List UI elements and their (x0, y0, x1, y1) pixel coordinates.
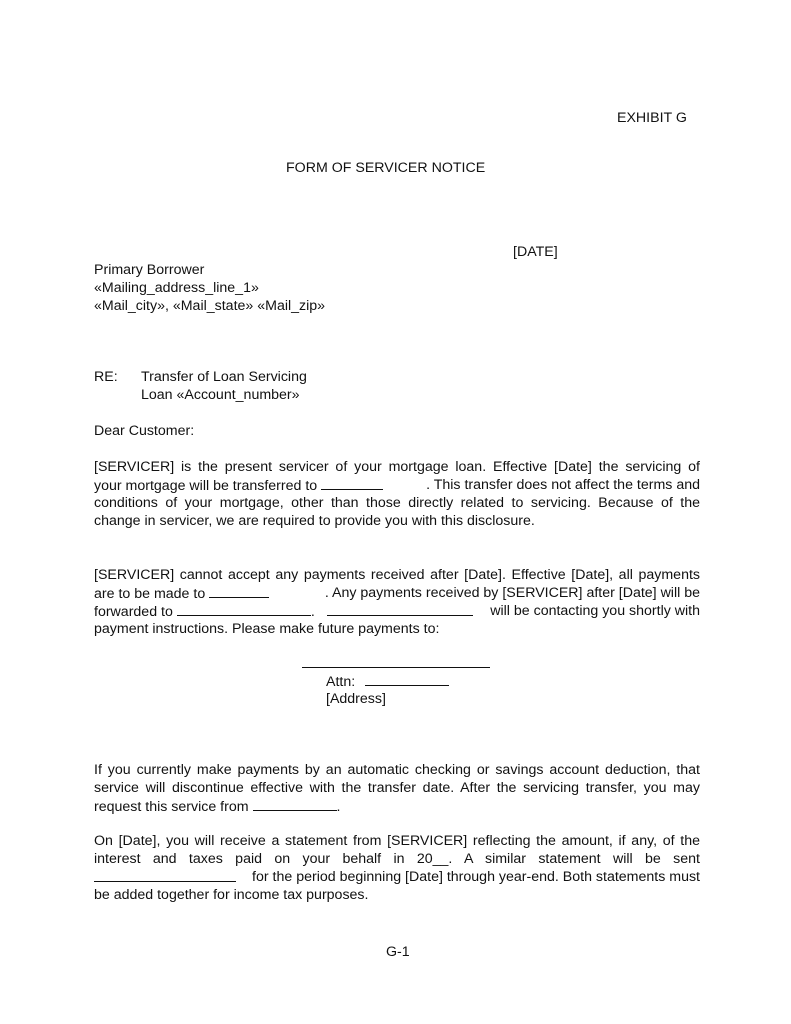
p3-line-1: If you currently make payments by an automatic checking or savings account deduction, that (94, 762, 700, 778)
payee-blank (209, 585, 269, 598)
payee-name-blank (302, 655, 490, 668)
p2-line-4: payment instructions. Please make future payments to: (94, 621, 440, 637)
salutation: Dear Customer: (94, 423, 195, 439)
contact-servicer-blank (327, 603, 473, 616)
attn-line: Attn: (326, 673, 449, 690)
document-title: FORM OF SERVICER NOTICE (286, 160, 486, 176)
address-line-3: «Mail_city», «Mail_state» «Mail_zip» (94, 298, 326, 314)
re-line-1: Transfer of Loan Servicing (141, 369, 307, 385)
p1-line-4: change in servicer, we are required to provide you with this disclosure. (94, 513, 535, 529)
p1-line-1: [SERVICER] is the present servicer of your mortgage loan. Effective [Date] the servicing of (94, 459, 700, 475)
p4-line-2: interest and taxes paid on your behalf in 20__. A similar statement will be sent (94, 851, 700, 867)
forward-to-blank (177, 603, 311, 616)
service-provider-blank (253, 798, 337, 811)
p3-line-2: service will discontinue effective with the transfer date. After the servicing transfer, you may (94, 780, 700, 796)
p2-line-1: [SERVICER] cannot accept any payments received after [Date]. Effective [Date], all payments (94, 567, 700, 583)
address-line-1: Primary Borrower (94, 262, 205, 278)
exhibit-label: EXHIBIT G (617, 110, 687, 126)
attn-blank (365, 673, 449, 686)
transferee-blank (321, 477, 383, 490)
p2-line-3: forwarded to . will be contacting you shortly with (94, 603, 700, 620)
address-line-2: «Mailing_address_line_1» (94, 280, 259, 296)
date-placeholder: [DATE] (513, 244, 558, 260)
p1-line-2: your mortgage will be transferred to . This transfer does not affect the terms and (94, 477, 700, 494)
p4-line-3: for the period beginning [Date] through year-end. Both statements must (94, 869, 700, 885)
page-number: G-1 (386, 944, 410, 960)
payment-address: [Address] (326, 691, 386, 707)
p3-line-3: request this service from . (94, 799, 341, 815)
p2-line-2: are to be made to . Any payments received by [SERVICER] after [Date] will be (94, 585, 700, 602)
re-line-2: Loan «Account_number» (141, 387, 300, 403)
re-label: RE: (94, 369, 118, 385)
p1-line-3: conditions of your mortgage, other than those directly related to servicing. Because of the (94, 495, 700, 511)
p4-line-1: On [Date], you will receive a statement from [SERVICER] reflecting the amount, if any, of the (94, 833, 700, 849)
p4-line-4: be added together for income tax purposes. (94, 887, 369, 903)
statement-sender-blank (94, 869, 236, 882)
